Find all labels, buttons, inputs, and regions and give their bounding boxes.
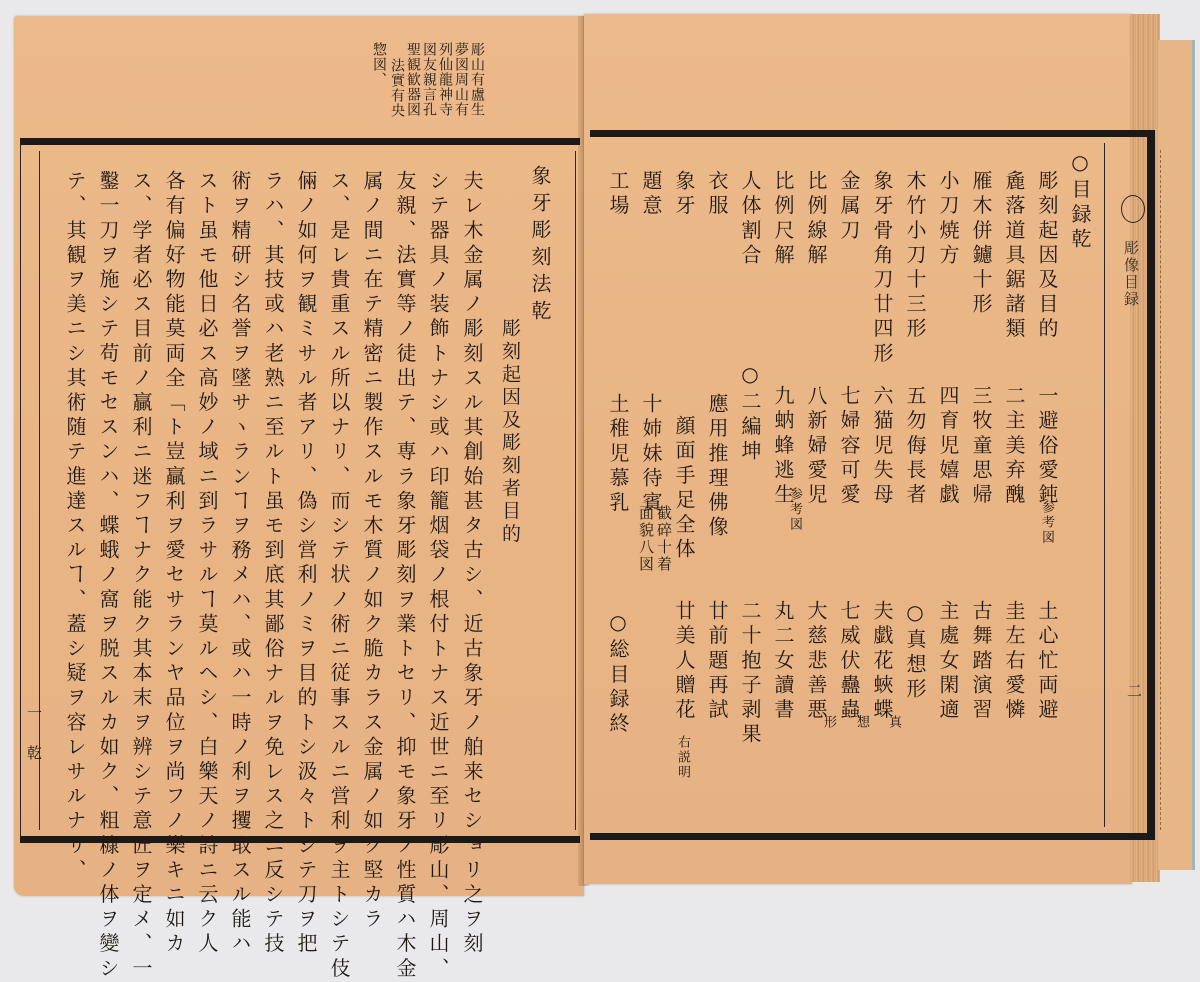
body-column-11: ス、学者必ス目前ノ贏利ニ迷フヿナク能ク其本末ヲ辨シテ意匠ヲ定メ、一 [129, 170, 153, 982]
caption-line-4: 図友親言孔 [421, 42, 437, 117]
toc-bottom-note: 想 [854, 715, 869, 730]
toc-bottom-item: ○真想形 [903, 600, 927, 703]
margin-volume-label: 乾 [25, 745, 43, 762]
toc-upper-item: 人体割合 [738, 170, 762, 269]
page-number: 二 [1125, 683, 1143, 700]
toc-bottom-item: 主處女閑適 [936, 600, 960, 723]
body-column-7: ラハ、其技或ハ老熟ニ至ルト虽モ到底其鄙俗ナルヲ免レス之ニ反シテ技 [261, 170, 285, 958]
caption-line-7: 惣図、 [371, 42, 387, 87]
body-column-6: 倆ノ如何ヲ観ミサル者アリ、偽シ営利ノミヲ目的トシ汲々トシテ刀ヲ把 [294, 170, 318, 958]
toc-middle-item: 九蚋蜂逃生 [771, 385, 795, 508]
body-column-1: 夫レ木金属ノ彫刻スル其創始甚タ古シ、近古象牙ノ舶来セショリ之ヲ刻 [460, 170, 484, 958]
toc-middle-item: 五勿侮長者 [903, 385, 927, 508]
toc-middle-note-2: 截碎十着 [655, 505, 673, 573]
dragon-border-ornament [1160, 150, 1191, 830]
section-heading: 彫刻起因及彫刻者目的 [499, 318, 521, 546]
toc-middle-item: 七婦容可愛 [837, 385, 861, 508]
toc-upper-item: 工場 [606, 170, 630, 220]
toc-bottom-item: 七威伏蠱蟲 [837, 600, 861, 723]
toc-middle-item: 二主美弃醜 [1002, 385, 1026, 508]
toc-bottom-item: 二十抱子剥果 [738, 600, 762, 748]
toc-middle-item: 土稚児慕乳 [606, 393, 630, 516]
ornament-circle [1121, 195, 1145, 223]
toc-bottom-item: 大慈悲善悪 [804, 600, 828, 723]
toc-bottom-item: 圭左右愛憐 [1002, 600, 1026, 723]
body-column-10: 各有偏好物能莫両全「ト豈贏利ヲ愛セサランヤ品位ヲ尚フノ樂キニ如カ [162, 170, 186, 958]
toc-title: ○目録乾 [1068, 150, 1092, 253]
caption-line-6: 法實有央 [389, 58, 405, 118]
toc-upper-item: 彫刻起因及目的 [1035, 170, 1059, 343]
caption-line-1: 彫山有盧生 [469, 42, 485, 117]
body-column-5: ス、是レ貴重スル所以ナリ、而シテ状ノ術ニ従事スルニ営利ヲ主トシテ伎 [327, 170, 351, 982]
toc-middle-item: 八新婦愛児 [804, 385, 828, 508]
toc-bottom-item: 廿美人贈花 [672, 600, 696, 723]
running-title: 彫像目録 [1122, 240, 1140, 308]
toc-upper-item: 小刀焼方 [936, 170, 960, 269]
toc-middle-note: 面貌八図 [637, 505, 655, 573]
toc-middle-item: 一避俗愛鈍 [1035, 385, 1059, 508]
toc-upper-item: 題意 [639, 170, 663, 220]
body-column-4: 属ノ間ニ在テ精密ニ製作スルモ木質ノ如ク脆カラス金属ノ如ク堅カラ [360, 170, 384, 933]
toc-middle-note: 参考図 [1039, 500, 1054, 545]
body-column-9: スト虽モ他日必ス高妙ノ域ニ到ラサルヿ莫ルヘシ、白樂天ノ詩ニ云ク人 [195, 170, 219, 958]
toc-upper-item: 衣服 [705, 170, 729, 220]
toc-upper-item: 金属刀 [837, 170, 861, 244]
toc-bottom-item: 夫戯花蛺蝶 [870, 600, 894, 723]
toc-middle-note: 参考図 [787, 487, 802, 532]
toc-upper-item: 雁木併鑢十形 [969, 170, 993, 318]
caption-line-2: 夢図周山有 [453, 42, 469, 117]
toc-upper-item: 比例線解 [804, 170, 828, 269]
toc-upper-item: 象牙 [672, 170, 696, 220]
body-column-8: 術ヲ精研シ名誉ヲ墜サヽランヿヲ務メハ、或ハ一時ノ利ヲ攫取スル能ハ [228, 170, 252, 958]
toc-middle-item: 顔面手足全体 [672, 415, 696, 563]
toc-bottom-note: 真 [886, 715, 901, 730]
toc-end-marker: ○総目録終 [606, 610, 630, 737]
toc-bottom-item: 古舞踏演習 [969, 600, 993, 723]
body-column-12: 鑿一刀ヲ施シテ苟モセスンハ、蝶蛾ノ窩ヲ脱スルカ如ク、粗糠ノ体ヲ變シ [96, 170, 120, 982]
caption-line-5: 聖観歓器図 [405, 42, 421, 117]
toc-middle-item: 四育児嬉戯 [936, 385, 960, 508]
toc-bottom-item: 丸二女讀書 [771, 600, 795, 723]
toc-middle-item: 三牧童思帰 [969, 385, 993, 508]
toc-bottom-item: 土心忙両避 [1035, 600, 1059, 723]
body-column-13: テ、其観ヲ美ニシ其術随テ進達スルヿ、蓋シ疑ヲ容レサルナリ、 [63, 170, 87, 884]
toc-section-header: ○二編坤 [738, 362, 762, 465]
caption-line-3: 列仙龍神寺 [437, 42, 453, 117]
body-column-2: シテ器具ノ装飾トナシ或ハ印籠烟袋ノ根付トナス近世ニ至リ彫山、周山、 [426, 170, 450, 982]
toc-middle-item: 十姉妹待賓 [639, 393, 663, 516]
toc-middle-item: 六猫児失母 [870, 385, 894, 508]
page-title: 象牙彫刻法乾 [528, 165, 552, 327]
toc-middle-item: 應用推理佛像 [705, 393, 729, 541]
toc-upper-item: 木竹小刀十三形 [903, 170, 927, 343]
body-column-3: 友親、法實等ノ徒出テ、専ラ象牙彫刻ヲ業トセリ、抑モ象牙ノ性質ハ木金 [393, 170, 417, 982]
toc-bottom-note: 形 [821, 715, 836, 730]
toc-upper-item: 象牙骨角刀廿四形 [870, 170, 894, 367]
toc-upper-item: 麁落道具鋸諸類 [1002, 170, 1026, 343]
toc-upper-item: 比例尺解 [771, 170, 795, 269]
toc-bottom-note: 右説明 [675, 735, 690, 780]
margin-page-number: 一 [25, 705, 43, 722]
toc-bottom-item: 廿前題再試 [705, 600, 729, 723]
